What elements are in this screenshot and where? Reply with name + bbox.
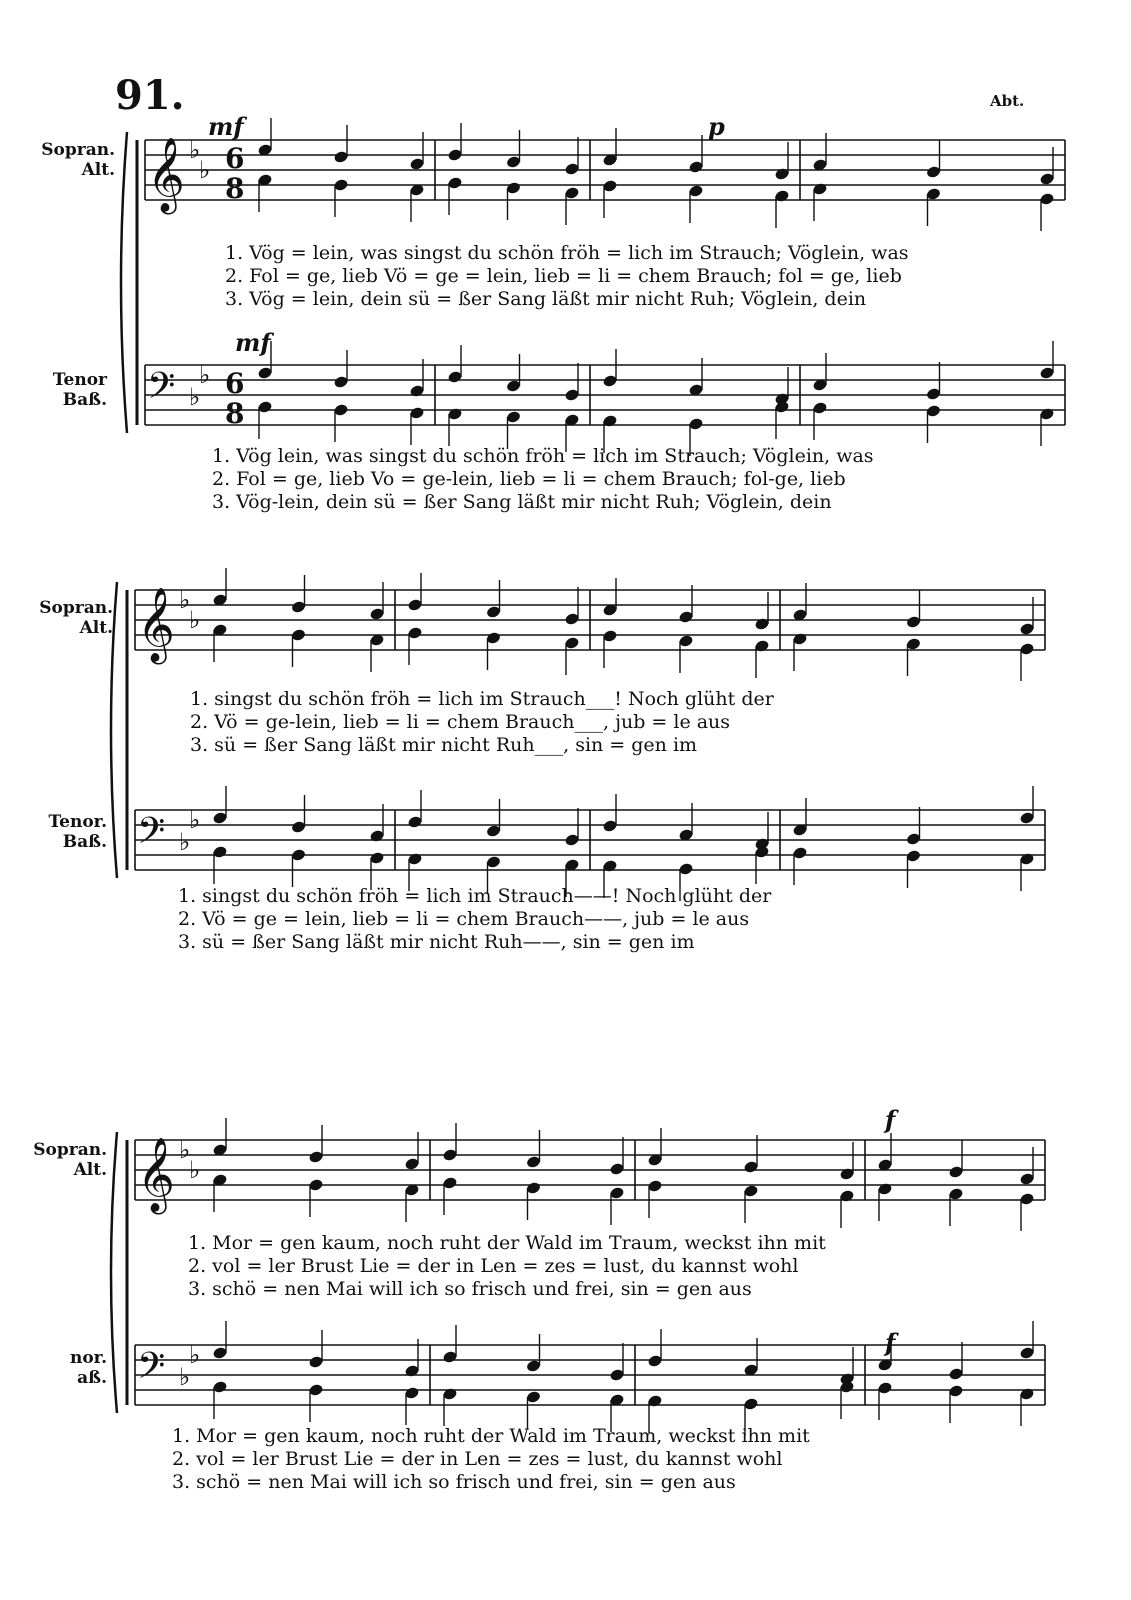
lyrics-block [172,1425,810,1494]
lyric-line: 3. sü = ßer Sang läßt mir nicht Ruh——, sin = gen im [178,931,695,953]
lyric-line: 1. Vög lein, was singst du schön fröh = lich im Strauch; Vöglein, was [212,445,874,467]
lyrics-block [188,1232,826,1301]
flat-sign: ♭ [189,1341,201,1369]
system-brace [111,1132,117,1413]
lyric-line: 3. Vög = lein, dein sü = ßer Sang läßt mir nicht Ruh; Vöglein, dein [225,288,867,310]
lyric-line: 1. Vög = lein, was singst du schön fröh = lich im Strauch; Vöglein, was [225,242,909,264]
flat-sign: ♭ [189,806,201,834]
flat-sign: ♭ [179,1136,191,1164]
time-signature-bottom: 8 [225,172,245,205]
lyric-line: 1. singst du schön fröh = lich im Strauch___! Noch glüht der [190,688,774,710]
voice-sopran: Sopran. [39,598,113,618]
voice-tenor: Tenor. [48,812,107,832]
lyric-line: 2. Vö = ge = lein, lieb = li = chem Brauch——, jub = le aus [178,908,750,930]
lyrics-block [190,688,774,757]
dynamic-mf: mf [235,328,271,357]
lyric-line: 1. Mor = gen kaum, noch ruht der Wald im Traum, weckst ihn mit [172,1425,810,1447]
lyric-line: 2. Vö = ge-lein, lieb = li = chem Brauch___, jub = le aus [190,711,731,733]
bass-clef: 𝄢 [147,365,176,416]
voice-tenor: Tenor [52,370,107,390]
system-brace [111,582,117,878]
flat-sign: ♭ [189,383,201,411]
lyric-line: 1. singst du schön fröh = lich im Strauch——! Noch glüht der [178,885,772,907]
treble-clef: 𝄞 [137,1138,175,1212]
system-brace [121,132,127,433]
dynamic-p: p [708,112,725,141]
voice-tenor: nor. [69,1348,107,1368]
voice-alt: Alt. [73,1160,107,1180]
treble-clef: 𝄞 [137,588,175,662]
song-number: 91. [115,72,185,119]
dynamic-f: f [885,1328,896,1357]
lyric-line: 2. vol = ler Brust Lie = der in Len = zes = lust, du kannst wohl [172,1448,783,1470]
lyric-line: 2. Fol = ge, lieb Vö = ge = lein, lieb = li = chem Brauch; fol = ge, lieb [225,265,902,287]
voice-bass: aß. [77,1368,107,1388]
bass-clef: 𝄢 [137,1345,166,1396]
lyric-line: 3. schö = nen Mai will ich so frisch und frei, sin = gen aus [172,1471,736,1493]
lyrics-block [212,445,874,514]
composer-name: Abt. [990,92,1025,110]
time-signature-top: 6 [225,367,245,400]
bass-clef: 𝄢 [137,810,166,861]
voice-alt: Alt. [79,618,113,638]
dynamic-f: f [885,1105,896,1134]
lyrics-block [225,242,909,311]
flat-sign: ♭ [179,586,191,614]
lyric-line: 3. Vög-lein, dein sü = ßer Sang läßt mir nicht Ruh; Vöglein, dein [212,491,832,513]
flat-sign: ♭ [189,1156,201,1184]
voice-sopran: Sopran. [41,140,115,160]
lyric-line: 3. schö = nen Mai will ich so frisch und frei, sin = gen aus [188,1278,752,1300]
flat-sign: ♭ [179,828,191,856]
lyric-line: 2. vol = ler Brust Lie = der in Len = zes = lust, du kannst wohl [188,1255,799,1277]
lyric-line: 2. Fol = ge, lieb Vo = ge-lein, lieb = li = chem Brauch; fol-ge, lieb [212,468,846,490]
voice-bass: Baß. [62,832,107,852]
lyric-line: 1. Mor = gen kaum, noch ruht der Wald im Traum, weckst ihn mit [188,1232,826,1254]
time-signature-bottom: 8 [225,397,245,430]
time-signature-top: 6 [225,142,245,175]
dynamic-mf: mf [208,112,244,141]
flat-sign: ♭ [189,606,201,634]
flat-sign: ♭ [179,1363,191,1391]
lyrics-block [178,885,771,954]
voice-alt: Alt. [81,160,115,180]
flat-sign: ♭ [199,361,211,389]
voice-bass: Baß. [62,390,107,410]
flat-sign: ♭ [199,156,211,184]
treble-clef: 𝄞 [147,138,185,212]
flat-sign: ♭ [189,136,201,164]
lyric-line: 3. sü = ßer Sang läßt mir nicht Ruh___, sin = gen im [190,734,698,756]
voice-sopran: Sopran. [33,1140,107,1160]
